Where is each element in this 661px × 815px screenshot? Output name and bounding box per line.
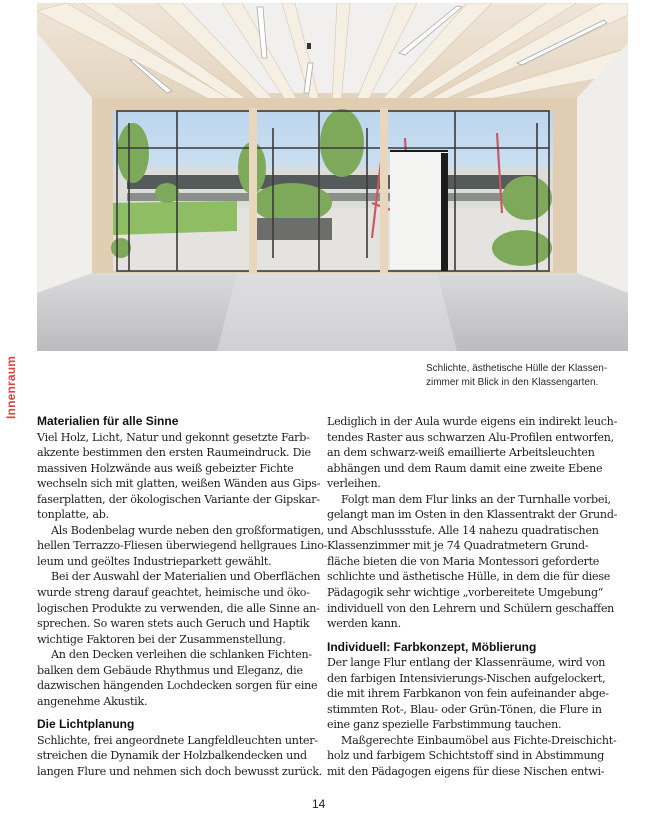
text-line: An den Decken verleihen die schlanken Fichten- xyxy=(51,648,312,662)
text-line: tonplatte, ab. xyxy=(37,508,109,522)
text-line: Maßgerechte Einbaumöbel aus Fichte-Dreischicht- xyxy=(341,733,617,747)
text-line: tendes Raster aus schwarzen Alu-Profilen entworfen, xyxy=(327,430,614,444)
text-line: holz und farbigem Schichtstoff sind in Abstimmung xyxy=(327,749,605,763)
caption-line: Schlichte, ästhetische Hülle der Klassen- xyxy=(426,363,608,374)
text-line: an dem schwarz-weiß emaillierte Arbeitsleuchten xyxy=(327,446,595,460)
text-line: logischen Produkte zu verwenden, die alle Sinne an- xyxy=(37,601,320,615)
paragraph xyxy=(327,492,627,632)
text-line: Lediglich in der Aula wurde eigens ein indirekt leuch- xyxy=(327,415,618,428)
text-line: die mit ihrem Farbkanon von fein aufeinander abge- xyxy=(327,687,609,701)
text-line: individuell von den Lehrern und Schülern geschaffen xyxy=(327,601,615,615)
paragraph xyxy=(37,523,329,570)
text-line: gelangt man im Osten in den Klassentrakt der Grund- xyxy=(327,508,618,522)
text-line: dazwischen hängenden Lochdecken sorgen für eine xyxy=(37,679,318,693)
heading-materialien: Materialien für alle Sinne xyxy=(37,414,179,428)
page-number: 14 xyxy=(312,797,326,811)
text-line: sprechen. So waren stets auch Geruch und Haptik xyxy=(37,617,310,631)
heading-lichtplanung: Die Lichtplanung xyxy=(37,717,135,732)
text-line: fläche bieten die von Maria Montessori geforderte xyxy=(327,554,600,568)
paragraph xyxy=(327,733,627,780)
text-line: leum und geöltes Industrieparkett gewählt. xyxy=(37,554,272,568)
paragraph xyxy=(37,569,329,647)
text-line: und Abschlussstufe. Alle 14 nahezu quadratischen xyxy=(327,523,599,537)
text-line: Als Bodenbelag wurde neben den großformatigen, xyxy=(51,523,324,537)
text-line: werden kann. xyxy=(327,617,401,631)
text-line: Bei der Auswahl der Materialien und Oberflächen xyxy=(51,570,321,584)
text-line: eine ganz spezielle Farbstimmung tauchen. xyxy=(327,718,562,732)
text-line: schlichte und ästhetische Hülle, in dem die für diese xyxy=(327,570,611,584)
text-line: balken dem Gebäude Rhythmus und Eleganz, die xyxy=(37,663,303,677)
photo-caption xyxy=(426,362,626,389)
section-label: Innenraum xyxy=(4,355,18,419)
text-line: Der lange Flur entlang der Klassenräume, wird von xyxy=(327,656,606,670)
heading-farbkonzept: Individuell: Farbkonzept, Möblierung xyxy=(327,639,537,654)
text-line: massiven Holzwände aus weiß gebeizter Fichte xyxy=(37,461,294,475)
text-line: verleihen. xyxy=(327,477,381,491)
text-line: wichtige Faktoren bei der Zusammenstellung. xyxy=(37,632,286,646)
paragraph xyxy=(327,655,627,733)
text-line: angenehme Akustik. xyxy=(37,694,148,708)
paragraph xyxy=(37,647,329,709)
caption-line: zimmer mit Blick in den Klassengarten. xyxy=(426,376,599,388)
text-line: Pädagogik sehr wichtige „vorbereitete Umgebung“ xyxy=(327,586,604,600)
classroom-illustration xyxy=(37,3,628,351)
text-line: hellen Terrazzo-Fliesen überwiegend hellgraues Lino- xyxy=(37,539,328,553)
paragraph xyxy=(37,733,329,780)
text-line: mit den Pädagogen eigens für diese Nischen entwi- xyxy=(327,765,605,779)
classroom-photo xyxy=(37,3,628,351)
paragraph xyxy=(37,430,329,523)
text-line: Schlichte, frei angeordnete Langfeldleuchten unter- xyxy=(37,733,318,747)
text-line: Folgt man dem Flur links an der Turnhalle vorbei, xyxy=(341,492,611,506)
text-line: langen Flure und nehmen sich doch bewusst zurück. xyxy=(37,765,323,779)
left-column xyxy=(37,414,329,780)
text-line: abhängen und dem Raum damit eine zweite Ebene xyxy=(327,461,603,475)
text-line: Viel Holz, Licht, Natur und gekonnt gesetzte Farb- xyxy=(37,430,310,444)
text-line: den farbigen Intensivierungs-Nischen aufgelockert, xyxy=(327,671,606,685)
text-line: wurde streng darauf geachtet, heimische und öko- xyxy=(37,586,310,600)
text-line: Klassenzimmer mit je 74 Quadratmetern Grund- xyxy=(327,539,589,553)
text-line: streichen die Dynamik der Holzbalkendecken und xyxy=(37,749,307,763)
text-line: faserplatten, der ökologischen Variante der Gipskar- xyxy=(37,492,320,506)
text-line: stimmten Rot-, Blau- oder Grün-Tönen, die Flure in xyxy=(327,702,602,716)
text-line: akzente bestimmen den ersten Raumeindruck. Die xyxy=(37,446,311,460)
paragraph xyxy=(327,414,627,492)
right-column xyxy=(327,414,627,780)
text-line: wechseln sich mit glatten, weißen Wänden aus Gips- xyxy=(37,477,321,491)
